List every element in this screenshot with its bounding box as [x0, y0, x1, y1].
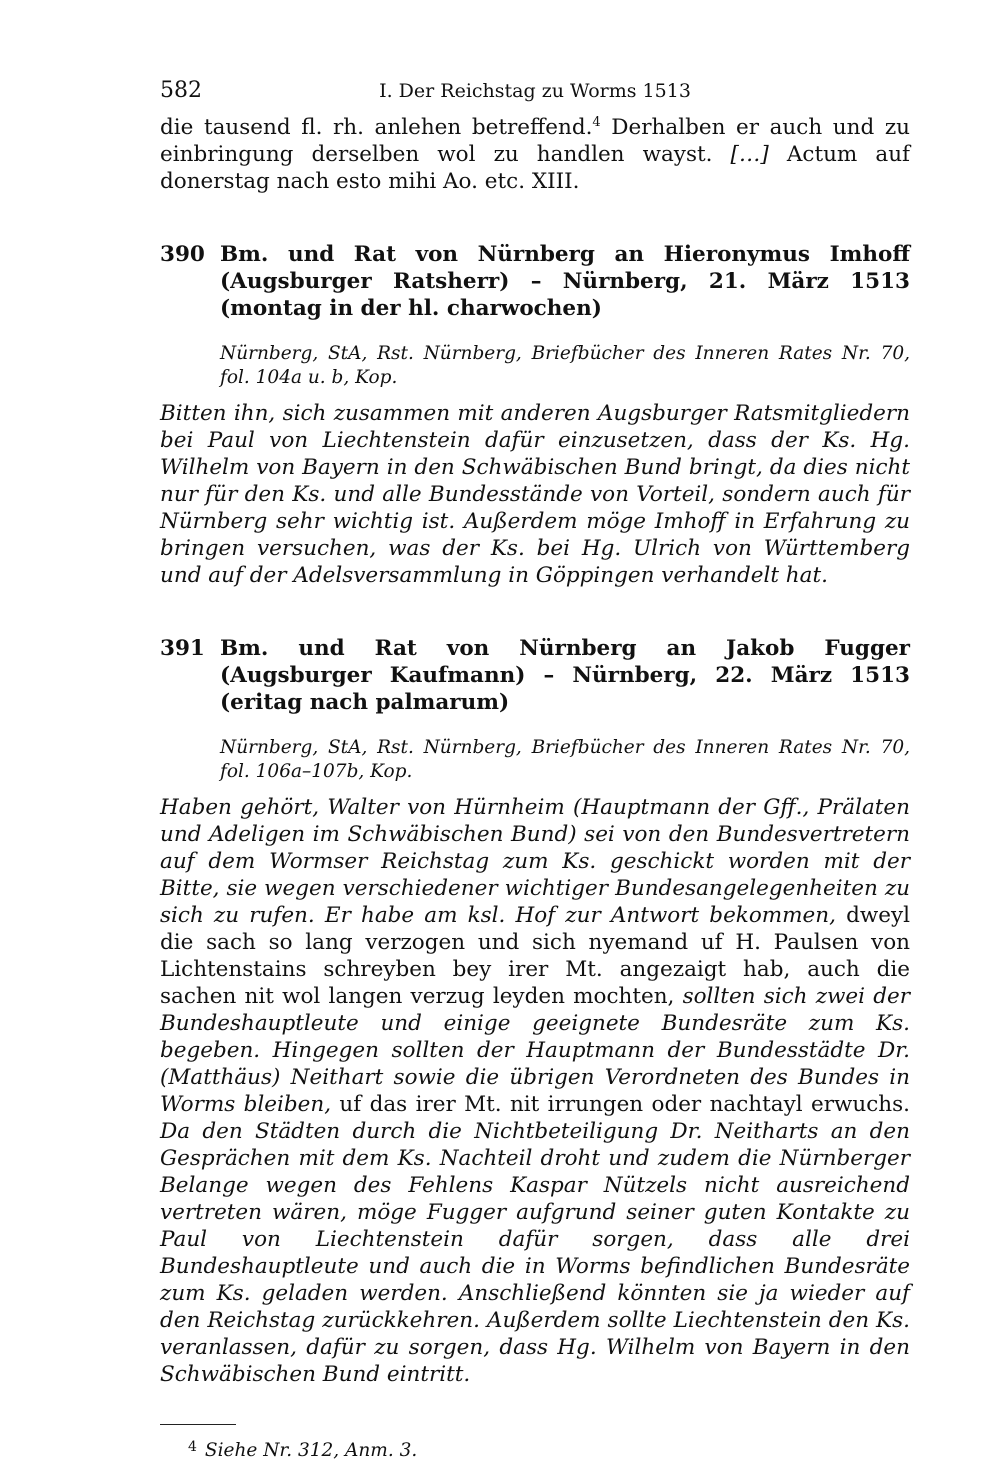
entry-body [160, 794, 910, 1388]
document-page [160, 78, 910, 1463]
source-note: Nürnberg, StA, Rst. Nürnberg, Briefbücher des Inneren Rates Nr. 70, fol. 106a–107b, Kop. [220, 737, 910, 782]
summary-segment-2: sollten sich zwei der Bundeshauptleute und einige geeignete Bundesräte zum Ks. begeben. Hingegen sollten der Hauptmann der Bundesstädte Dr. (Matthäus) Neithart sowie die übrigen Verordneten des Bundes in Worms bleiben, [160, 984, 910, 1117]
footnote-reference[interactable]: 4 [592, 115, 601, 130]
footnote [188, 1435, 910, 1463]
quoted-segment-1: dweyl die sach so lang verzogen und sich nyemand uf H. Paulsen von Lichtenstains schreyben bey irer Mt. angezaigt hab, auch die sachen nit wol langen verzug leyden mochten, [160, 903, 911, 1009]
running-title: I. Der Reichstag zu Worms 1513 [379, 80, 691, 102]
entry-391 [160, 635, 910, 1388]
entry-heading [160, 635, 910, 716]
entry-title: Bm. und Rat von Nürnberg an Jakob Fugger (Augsburger Kaufmann) – Nürnberg, 22. März 1513 (eritag nach palmarum) [220, 636, 910, 715]
intro-paragraph [160, 114, 910, 195]
running-header [160, 78, 910, 110]
entry-summary: Bitten ihn, sich zusammen mit anderen Augsburger Ratsmitgliedern bei Paul von Liechtenstein dafür einzusetzen, dass der Ks. Hg. Wilhelm von Bayern in den Schwäbischen Bund bringt, da dies nicht nur für den Ks. und alle Bundesstände von Vorteil, sondern auch für Nürnberg sehr wichtig ist. Außerdem möge Imhoff in Erfahrung zu bringen versuchen, was der Ks. bei Hg. Ulrich von Württemberg und auf der Adelsversammlung in Göppingen verhandelt hat. [160, 401, 910, 588]
quoted-segment-2: uf das irer Mt. nit irrungen oder nachtayl erwuchs. [331, 1092, 910, 1117]
ellipsis-marker: […] [730, 142, 769, 167]
entry-heading [160, 241, 910, 322]
source-note: Nürnberg, StA, Rst. Nürnberg, Briefbücher des Inneren Rates Nr. 70, fol. 104a u. b, Kop. [220, 343, 910, 388]
summary-segment-1: Haben gehört, Walter von Hürnheim (Hauptmann der Gff., Prälaten und Adeligen im Schwäbischen Bund) sei von den Bundesvertretern auf dem Wormser Reichstag zum Ks. geschickt worden mit der Bitte, sie wegen verschiedener wichtiger Bundesangelegenheiten zu sich zu rufen. Er habe am ksl. Hof zur Antwort bekommen, [160, 795, 910, 928]
summary-segment-3: Da den Städten durch die Nichtbeteiligung Dr. Neitharts an den Gesprächen mit dem Ks. Nachteil droht und zudem die Nürnberger Belange wegen des Fehlens Kaspar Nützels nicht ausreichend vertreten wären, möge Fugger aufgrund seiner guten Kontakte zu Paul von Liechtenstein dafür sorgen, dass alle drei Bundeshauptleute und auch die in Worms befindlichen Bundesräte zum Ks. geladen werden. Anschließend könnten sie ja wieder auf den Reichstag zurückkehren. Außerdem sollte Liechtenstein den Ks. veranlassen, dafür zu sorgen, dass Hg. Wilhelm von Bayern in den Schwäbischen Bund eintritt. [160, 1119, 910, 1387]
entry-number: 390 [160, 242, 205, 267]
intro-text-1: die tausend fl. rh. anlehen betreffend. [160, 115, 593, 140]
entry-390 [160, 241, 910, 589]
footnote-rule [160, 1424, 236, 1425]
footnote-text: Siehe Nr. 312, Anm. 3. [204, 1440, 418, 1461]
intro-text-3: Actum auf donerstag nach esto mihi Ao. etc. XIII. [160, 142, 910, 194]
entry-number: 391 [160, 636, 205, 661]
footnote-mark: 4 [188, 1439, 197, 1455]
page-number: 582 [160, 78, 202, 103]
intro-text-2: Derhalben er auch und zu einbringung derselben wol zu handlen wayst. [160, 115, 910, 167]
entry-title: Bm. und Rat von Nürnberg an Hieronymus Imhoff (Augsburger Ratsherr) – Nürnberg, 21. März 1513 (montag in der hl. charwochen) [220, 242, 910, 321]
